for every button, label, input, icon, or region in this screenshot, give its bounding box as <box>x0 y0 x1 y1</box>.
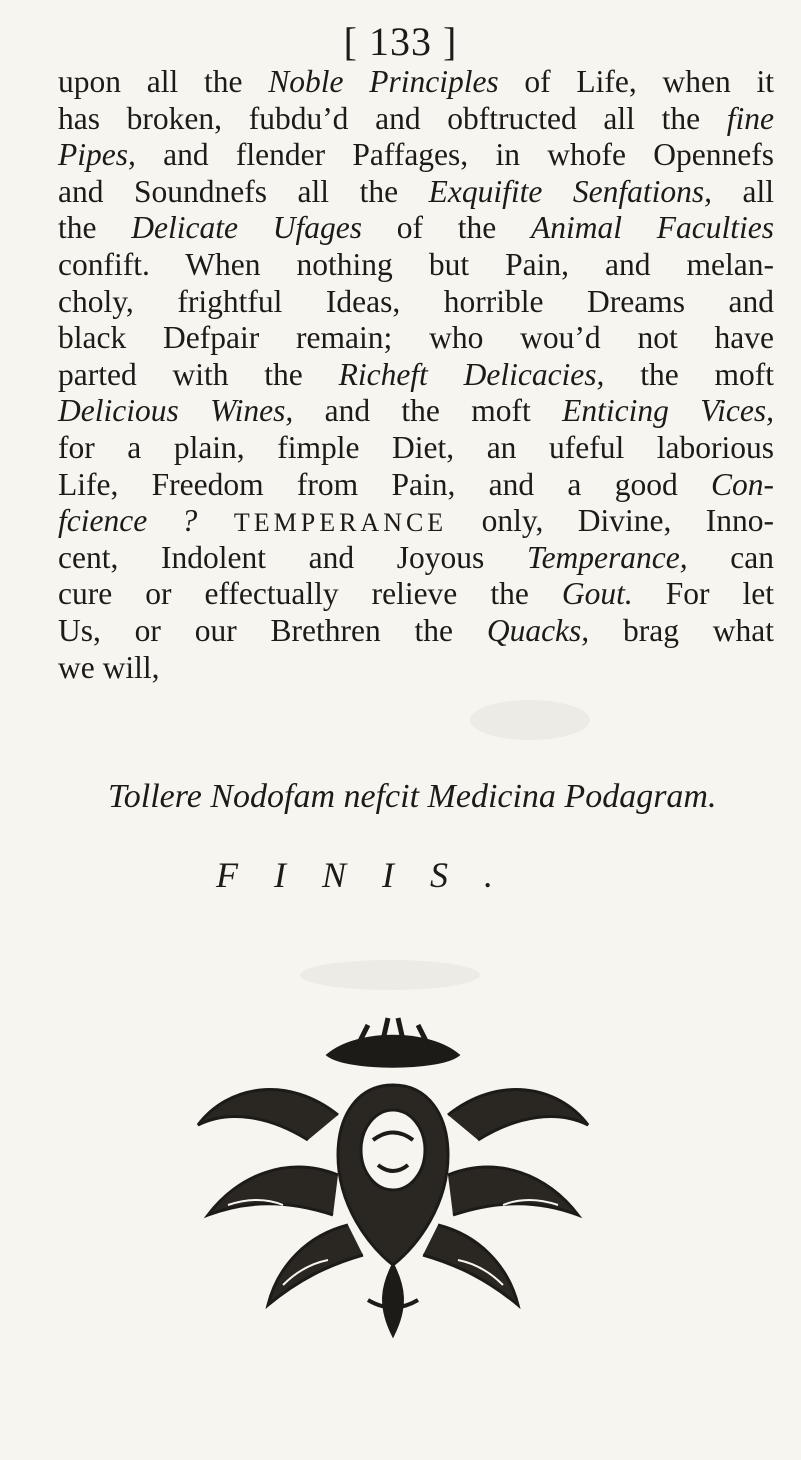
text-segment: fcience ? <box>58 503 198 539</box>
text-segment: can <box>687 539 774 575</box>
text-segment: and flender Paffages, in whofe Opennefs <box>135 137 774 173</box>
text-segment: Animal Faculties <box>531 210 775 246</box>
page-number: [ 133 ] <box>343 19 458 64</box>
text-line <box>58 430 774 467</box>
text-line <box>58 210 774 247</box>
text-segment: cent, Indolent and Joyous <box>58 539 527 575</box>
paper-stain <box>300 960 480 990</box>
text-segment: Quacks, <box>486 612 590 648</box>
text-segment: black Defpair remain; who wou’d not have <box>58 320 774 356</box>
text-segment: Noble Principles <box>268 64 499 99</box>
text-segment: Delicate Ufages <box>131 210 362 246</box>
body-text <box>58 64 774 686</box>
text-line <box>58 467 774 504</box>
text-segment: for a plain, fimple Diet, an ufeful laborious <box>58 429 774 465</box>
text-line <box>58 540 774 577</box>
text-line <box>58 320 774 357</box>
latin-quotation: Tollere Nodofam nefcit Medicina Podagram. <box>108 778 717 815</box>
text-segment: Life, Freedom from Pain, and a good <box>58 466 711 502</box>
text-segment: Temperance, <box>526 539 688 575</box>
text-segment: and the moft <box>293 393 563 429</box>
text-segment: Gout. <box>561 576 633 612</box>
text-segment: and Soundnefs all the <box>58 173 429 209</box>
text-segment: Delicious Wines, <box>58 393 294 429</box>
text-segment: Us, or our Brethren the <box>58 612 487 648</box>
text-segment: For let <box>632 576 774 612</box>
text-segment: of Life, when it <box>498 64 774 99</box>
text-segment: Con- <box>711 466 774 502</box>
text-segment: fine <box>726 100 774 136</box>
finis-heading: FINIS. <box>216 855 529 895</box>
text-line <box>58 284 774 321</box>
text-segment: cure or effectually relieve the <box>58 576 562 612</box>
text-segment: Richeft Delicacies, <box>338 356 605 392</box>
text-segment: the moft <box>604 356 774 392</box>
text-segment: choly, frightful Ideas, horrible Dreams and <box>58 283 774 319</box>
text-segment: upon all the <box>58 64 269 99</box>
text-segment: parted with the <box>58 356 339 392</box>
woodcut-ornament <box>188 1015 598 1345</box>
text-line <box>58 174 774 211</box>
text-line <box>58 613 774 650</box>
text-line <box>58 650 774 687</box>
text-line <box>58 357 774 394</box>
text-segment: brag what <box>589 612 774 648</box>
text-line <box>58 576 774 613</box>
text-line <box>58 137 774 174</box>
text-segment: TEMPERANCE <box>197 508 448 538</box>
text-segment: Enticing Vices, <box>562 393 775 429</box>
text-line <box>58 393 774 430</box>
text-segment: we will, <box>58 649 160 685</box>
text-segment: Exquifite Senfations, <box>428 173 712 209</box>
text-segment: confift. When nothing but Pain, and melan- <box>58 246 774 282</box>
text-segment: all <box>711 173 774 209</box>
text-segment: the <box>58 210 132 246</box>
text-line <box>58 503 774 540</box>
text-segment: of the <box>361 210 532 246</box>
text-line <box>58 64 774 101</box>
text-segment: Pipes, <box>58 137 136 173</box>
text-segment: has broken, fubdu’d and obftructed all the <box>58 100 727 136</box>
text-line <box>58 101 774 138</box>
text-line <box>58 247 774 284</box>
paper-stain <box>470 700 590 740</box>
text-segment: only, Divine, Inno- <box>447 503 775 539</box>
